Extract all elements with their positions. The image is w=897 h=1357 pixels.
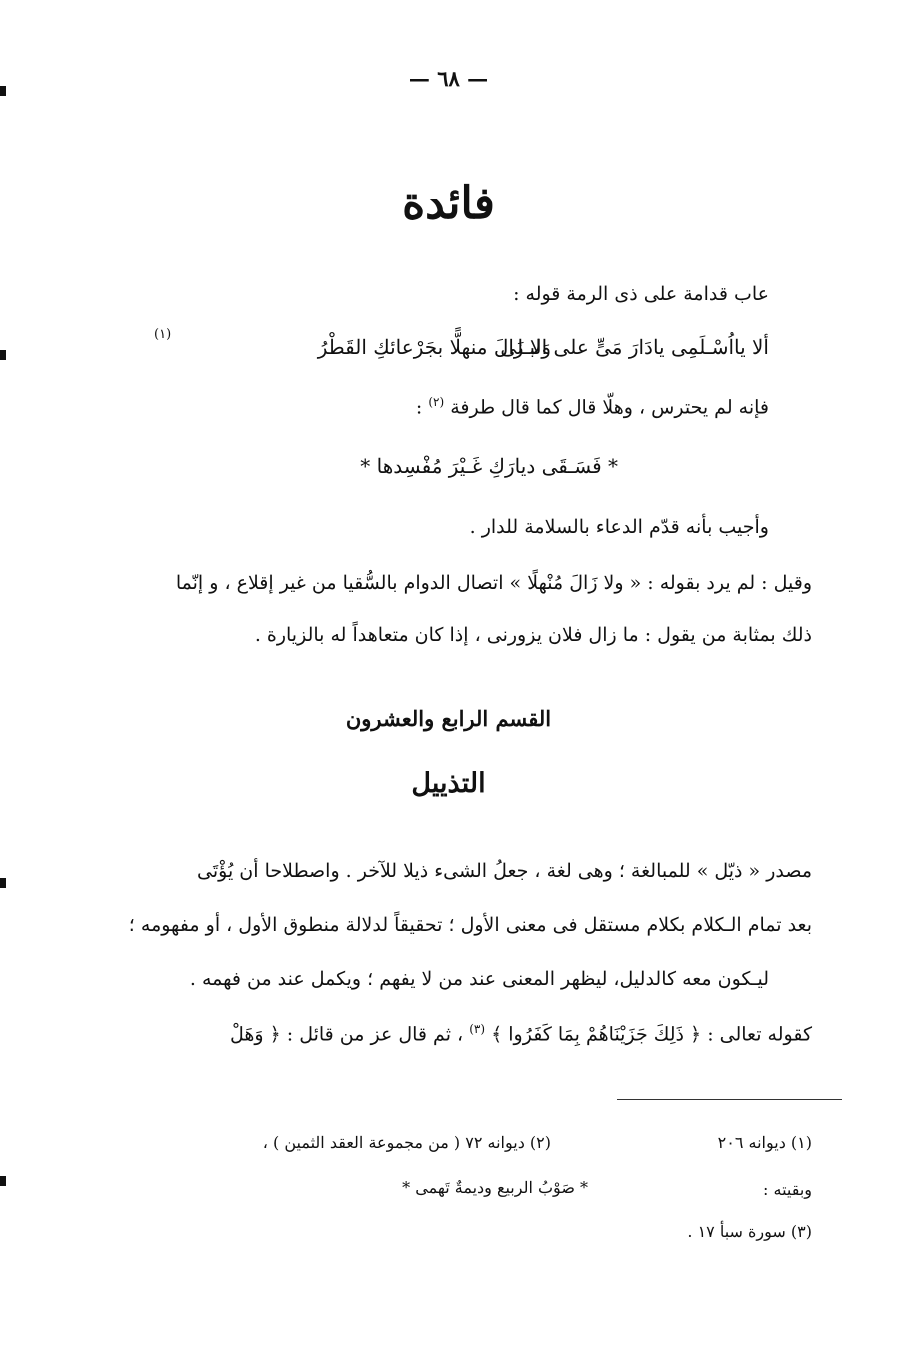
footnote-ref-1: (١)	[154, 327, 172, 342]
quote-text: كقوله تعالى : ﴿ ذَلِكَ جَزَيْنَاهُمْ بِمَا كَفَرُوا ﴾	[491, 1023, 812, 1046]
margin-mark	[0, 1176, 6, 1186]
footnote-divider	[617, 1099, 842, 1100]
section-heading: القسم الرابع والعشرون	[345, 706, 552, 731]
page-number: — ٦٨ —	[408, 66, 489, 91]
footnote-ref-3: (٣)	[469, 1022, 486, 1036]
footnote-ref-2: (٢)	[428, 395, 445, 409]
quote-continuation: ، ثم قال عز من قائل : ﴿ وَهَلْ	[229, 1023, 464, 1046]
body-line: مصدر « ذيّل » للمبالغة ؛ وهى لغة ، جعلُ الشىء ذيلا للآخر . واصطلاحا أن يُؤْتَى	[197, 860, 812, 882]
section-title: التذييل	[411, 768, 486, 799]
body-line: ليـكون معه كالدليل، ليظهر المعنى عند من لا يفهم ؛ ويكمل عند من فهمه .	[189, 968, 769, 990]
intro-line: عاب قدامة على ذى الرمة قوله :	[513, 283, 769, 305]
margin-mark	[0, 878, 6, 888]
verse-quote: * فَسَـقَى ديارَكِ غَـيْرَ مُفْسِدها *	[360, 454, 618, 478]
verse-second-hemistich: وَلا زَالَ منهلًّا بجَرْعائكِ القَطْرُ	[317, 335, 551, 359]
margin-mark	[0, 350, 6, 360]
footnote-remainder-label: وبقيته :	[763, 1180, 812, 1199]
answer-line: وأجيب بأنه قدّم الدعاء بالسلامة للدار .	[469, 516, 769, 538]
response-line	[416, 395, 769, 418]
footnote-3: (٣) سورة سبأ ١٧ .	[687, 1222, 812, 1241]
page-title: فائدة	[402, 178, 495, 229]
verse-first-hemistich: ألا يااُسْـلَمِى يادَارَ مَىٍّ على البـلى	[500, 335, 769, 359]
quran-quote-line	[230, 1022, 812, 1045]
footnote-1: (١) ديوانه ٢٠٦	[717, 1133, 812, 1152]
paragraph-line: ذلك بمثابة من يقول : ما زال فلان يزورنى ، إذا كان متعاهداً له بالزيارة .	[254, 624, 812, 646]
paragraph-line: وقيل : لم يرد بقوله : « ولا زَالَ مُنْهلًا » اتصال الدوام بالسُّقيا من غير إقلاع ، و إنّما	[175, 572, 812, 594]
footnote-2: (٢) ديوانه ٧٢ ( من مجموعة العقد الثمين ) ،	[262, 1133, 551, 1152]
response-colon: :	[415, 396, 423, 419]
body-line: بعد تمام الـكلام بكلام مستقل فى معنى الأول ؛ تحقيقاً لدلالة منطوق الأول ، أو مفهومه ؛	[128, 914, 812, 936]
response-text: فإنه لم يحترس ، وهلّا قال كما قال طرفة	[450, 396, 769, 419]
footnote-remainder-verse: * صَوْبُ الربيع وديمةٌ تَهمى *	[402, 1178, 588, 1197]
